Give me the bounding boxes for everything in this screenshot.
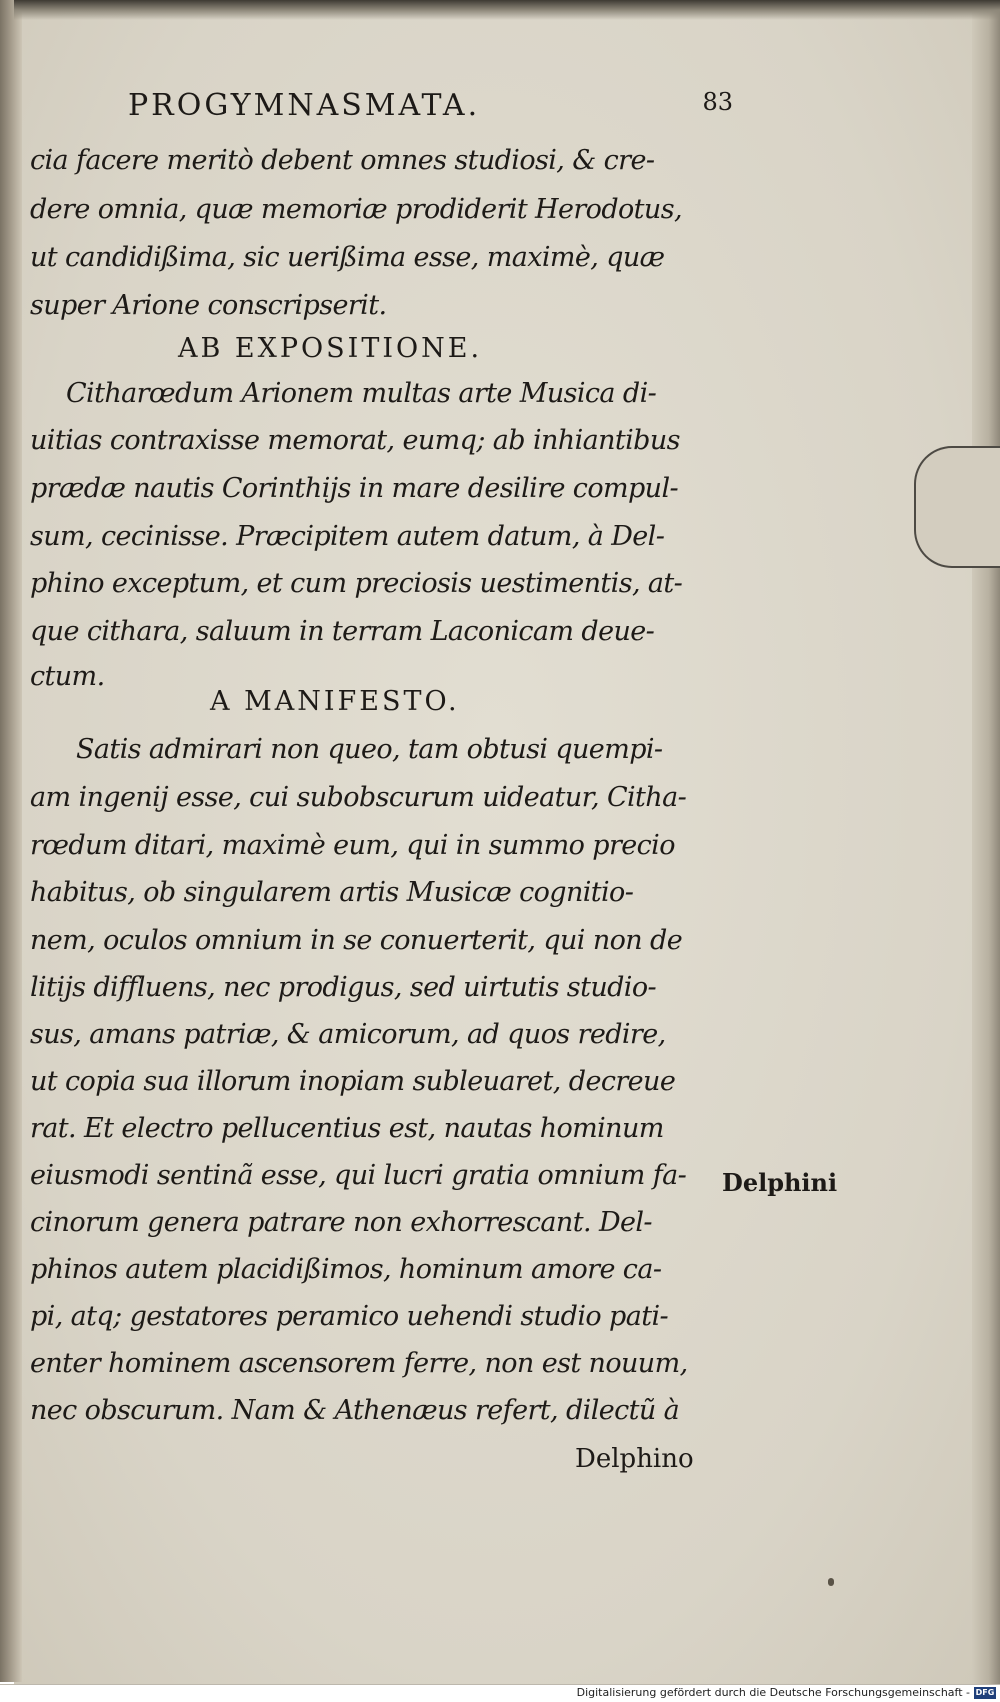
text-line: pi, atq; gestatores peramico uehendi studio pati- [30,1301,669,1332]
page-edge-left [0,0,22,1682]
text-line: litijs diffluens, nec prodigus, sed uirtutis studio- [30,972,657,1003]
text-line: uitias contraxisse memorat, eumq; ab inhiantibus [30,425,680,456]
text-line: super Arione conscripserit. [30,290,387,321]
text-line: am ingenij esse, cui subobscurum uideatur, Citha- [30,782,687,813]
text-line: sus, amans patriæ, & amicorum, ad quos redire, [30,1019,666,1050]
section-heading-manifesto: A MANIFESTO. [210,686,460,717]
text-line: habitus, ob singularem artis Musicæ cognitio- [30,877,634,908]
ink-speck [828,1578,834,1586]
catchword: Delphino [575,1444,694,1474]
page-top-shadow [14,0,1000,20]
text-line: sum, cecinisse. Præcipitem autem datum, à Del- [30,521,665,552]
text-line: cinorum genera patrare non exhorrescant. Del- [30,1207,652,1238]
text-line: eiusmodi sentinã esse, qui lucri gratia omnium fa- [30,1160,687,1191]
text-line: phino exceptum, et cum preciosis uestimentis, at- [30,568,683,599]
text-line: ut copia sua illorum inopiam subleuaret, decreue [30,1066,676,1097]
text-line: nec obscurum. Nam & Athenæus refert, dilectũ à [30,1395,680,1426]
section-heading-exposition: AB EXPOSITIONE. [178,333,483,364]
text-line: enter hominem ascensorem ferre, non est nouum, [30,1348,688,1379]
text-line: phinos autem placidißimos, hominum amore ca- [30,1254,662,1285]
text-line: ctum. [30,661,105,692]
running-header [128,88,733,128]
text-line: Citharœdum Arionem multas arte Musica di- [66,378,657,409]
dfg-logo: DFG [975,1688,995,1697]
text-line: prædæ nautis Corinthijs in mare desilire compul- [30,473,679,504]
running-title: PROGYMNASMATA. [128,88,481,123]
marginal-note: Delphini [722,1168,838,1197]
text-line: Satis admirari non queo, tam obtusi quempi- [76,734,663,765]
text-line: dere omnia, quæ memoriæ prodiderit Herodotus, [30,194,682,225]
tab-marker [914,446,1000,568]
page-edge-right [972,0,1000,1684]
text-line: cia facere meritò debent omnes studiosi, & cre- [30,145,655,176]
text-line: nem, oculos omnium in se conuerterit, qui non de [30,925,683,956]
text-line: rat. Et electro pellucentius est, nautas hominum [30,1113,664,1144]
digitization-credit: Digitalisierung gefördert durch die Deutsche Forschungsgemeinschaft - [576,1686,970,1699]
text-line: que cithara, saluum in terram Laconicam deue- [30,616,655,647]
page-number: 83 [702,88,733,116]
text-line: ut candidißima, sic uerißima esse, maximè, quæ [30,242,665,273]
text-line: rœdum ditari, maximè eum, qui in summo precio [30,830,675,861]
